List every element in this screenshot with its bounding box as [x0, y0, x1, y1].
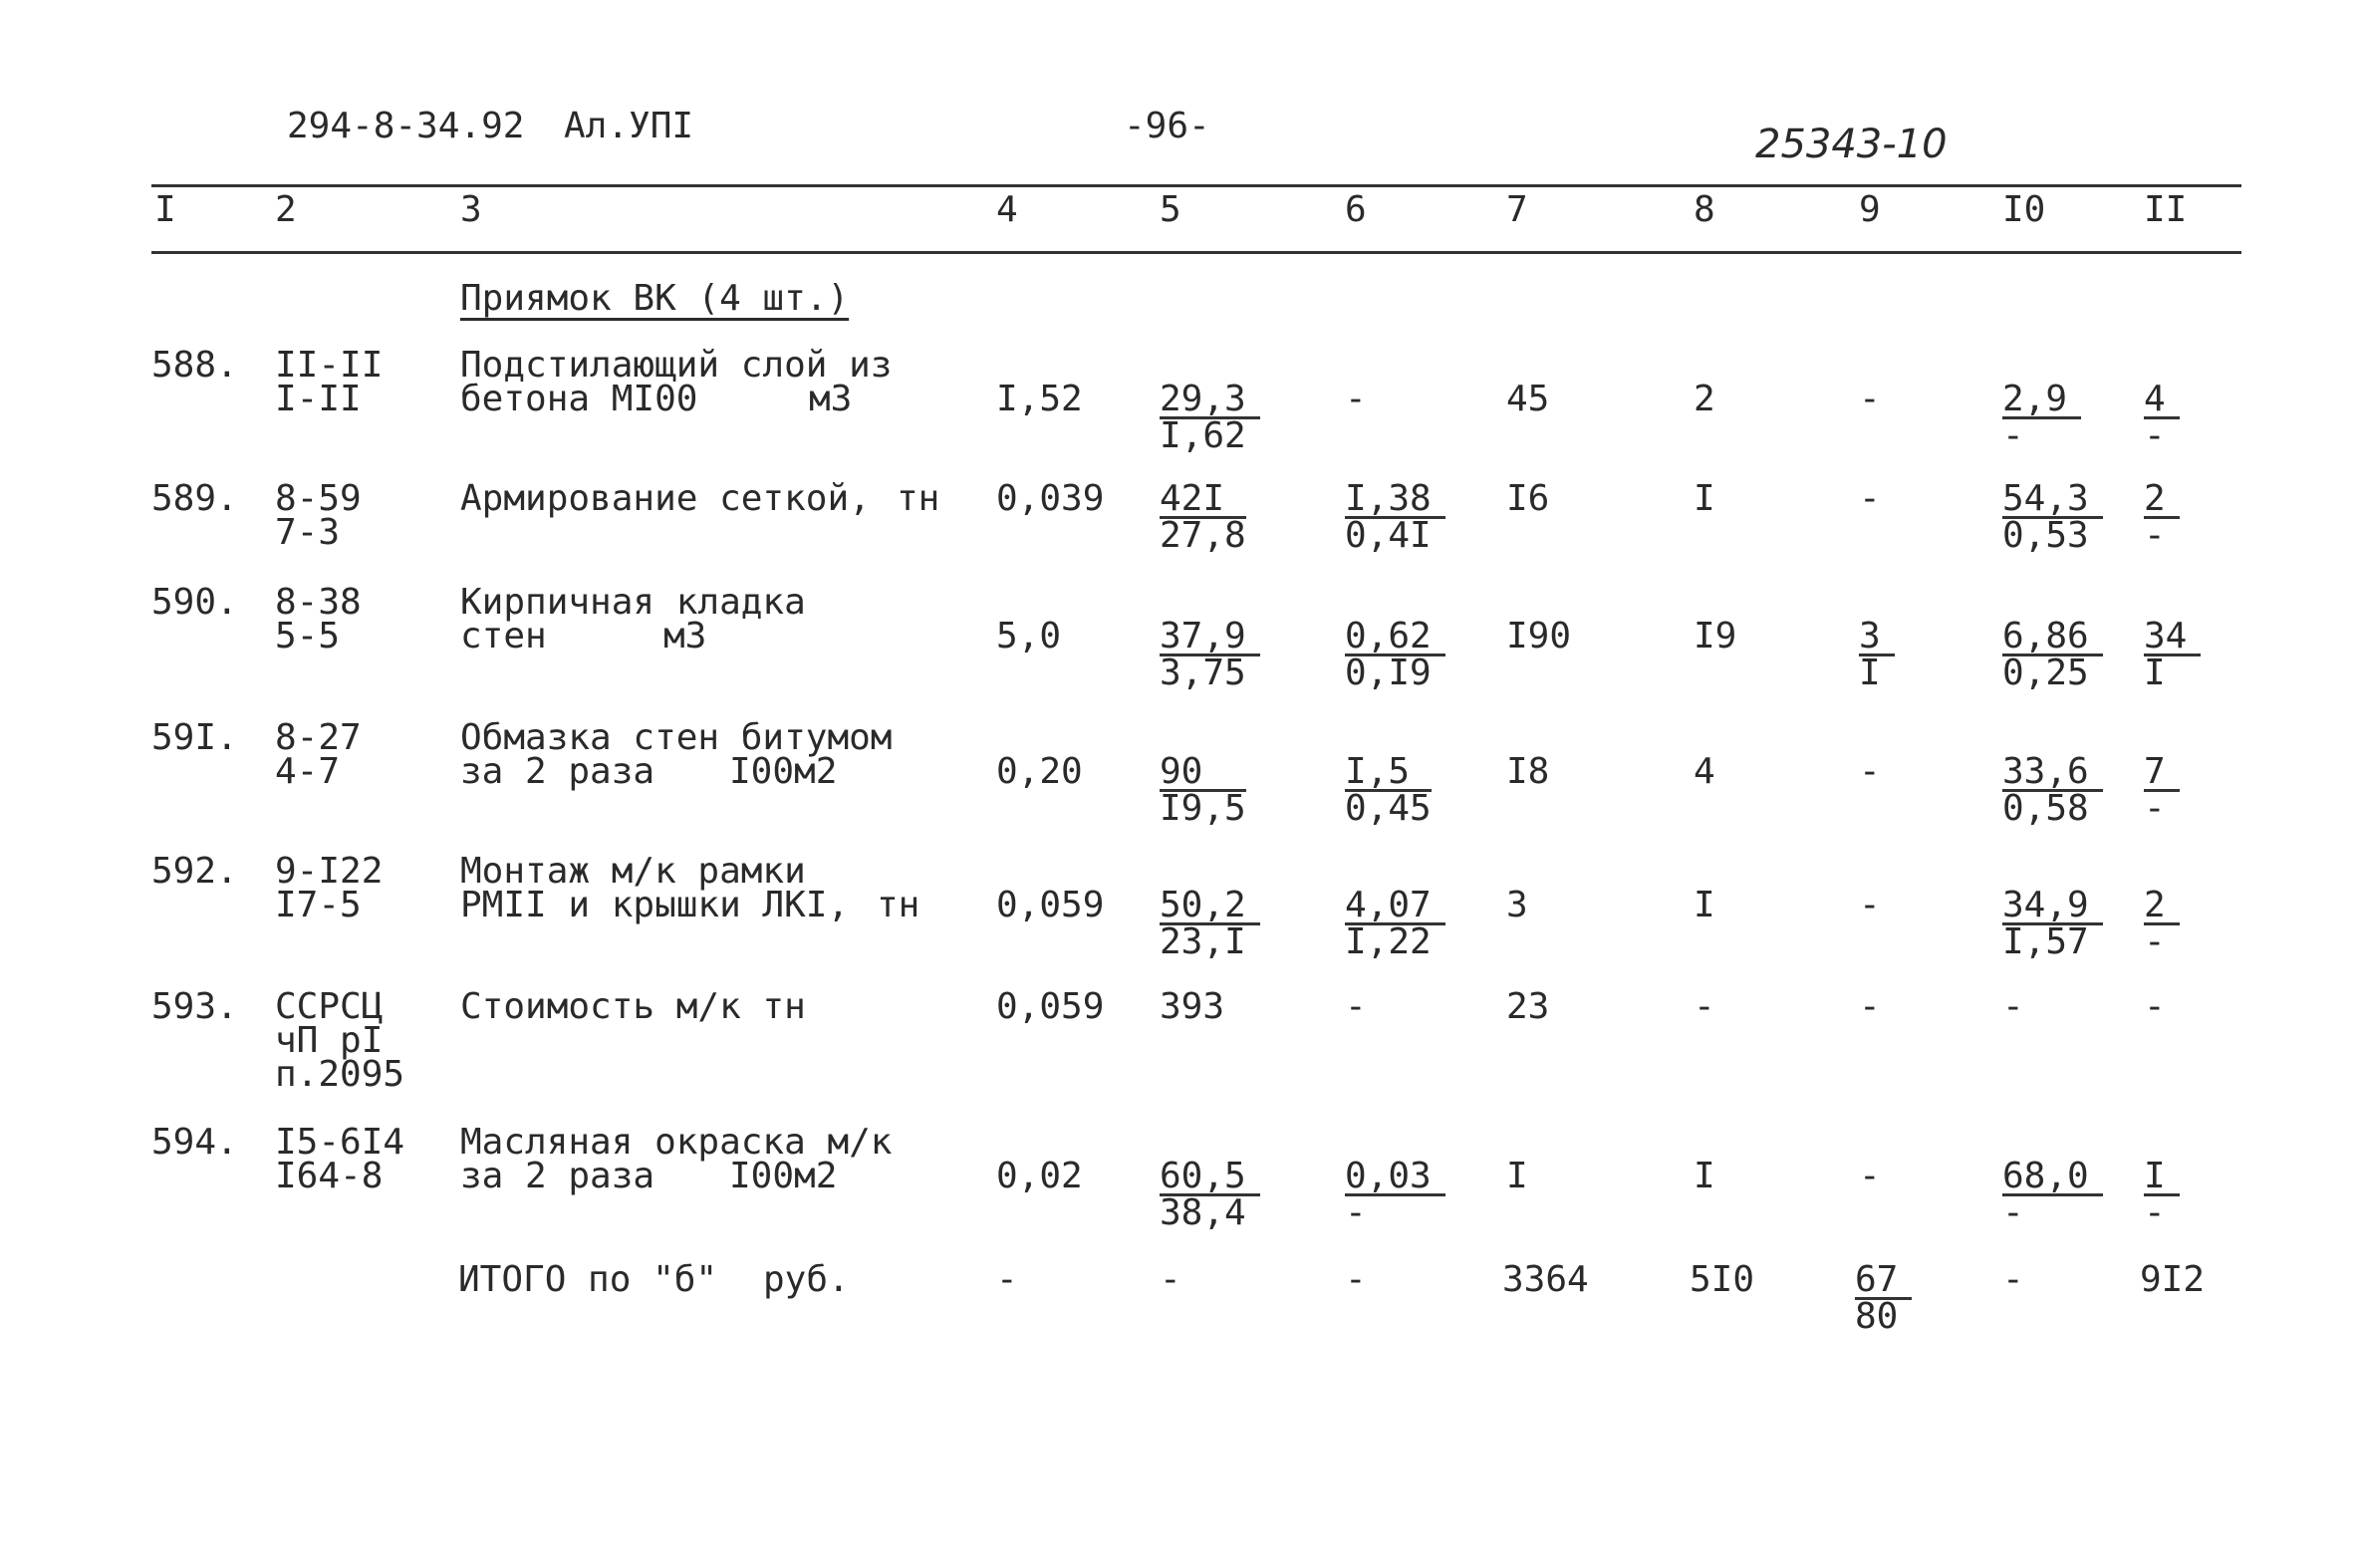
- row-unit: I00м2: [729, 751, 838, 792]
- fraction-denominator: -: [2144, 1192, 2166, 1233]
- fraction-denominator: -: [2144, 788, 2166, 829]
- row-col7: 45: [1506, 379, 1550, 419]
- row-description-line: за 2 раза: [460, 751, 655, 792]
- fraction-numerator: 4: [2144, 383, 2180, 419]
- fraction-numerator: 42I: [1160, 482, 1246, 519]
- table-top-rule: [151, 184, 2241, 187]
- row-col9: -: [1859, 478, 1881, 519]
- fraction-denominator: 0,53: [2002, 515, 2089, 556]
- page-number: -96-: [1124, 106, 1210, 146]
- row-description-line: Подстилающий слой из: [460, 345, 893, 386]
- fraction-numerator: 60,5: [1160, 1160, 1260, 1196]
- fraction-denominator: -: [2002, 1192, 2024, 1233]
- row-col5: 393: [1160, 986, 1225, 1027]
- row-col8: I9: [1694, 616, 1737, 656]
- row-unit: м3: [809, 379, 853, 419]
- document-number: 25343-10: [1755, 122, 1948, 167]
- row-col10-fraction: [2002, 616, 2103, 693]
- row-quantity: 0,02: [996, 1156, 1083, 1196]
- fraction-numerator: 54,3: [2002, 482, 2103, 519]
- column-header-8: 8: [1694, 189, 1715, 230]
- row-col8: I: [1694, 1156, 1715, 1196]
- column-header-4: 4: [996, 189, 1018, 230]
- row-quantity: 0,20: [996, 751, 1083, 792]
- column-header-10: I0: [2002, 189, 2046, 230]
- row-description-line: Кирпичная кладка: [460, 582, 806, 623]
- fraction-numerator: 0,03: [1345, 1160, 1445, 1196]
- row-number: 593.: [151, 986, 238, 1027]
- row-unit: тн: [897, 478, 940, 519]
- column-header-11: II: [2144, 189, 2188, 230]
- total-unit: руб.: [763, 1259, 850, 1300]
- row-col8: I: [1694, 885, 1715, 925]
- row-col11-fraction: [2144, 379, 2180, 456]
- row-code-line: I64-8: [275, 1156, 384, 1196]
- row-code-line: I5-6I4: [275, 1122, 405, 1163]
- row-unit: тн: [877, 885, 920, 925]
- total-col8: 5I0: [1690, 1259, 1755, 1300]
- row-col9: -: [1859, 885, 1881, 925]
- row-description-line: Обмазка стен битумом: [460, 717, 893, 758]
- fraction-denominator: 0,4I: [1345, 515, 1432, 556]
- column-header-7: 7: [1506, 189, 1528, 230]
- fraction-denominator: 27,8: [1160, 515, 1246, 556]
- row-col11-fraction: [2144, 751, 2180, 829]
- row-code-line: 9-I22: [275, 851, 384, 892]
- row-description-line: бетона МI00: [460, 379, 698, 419]
- fraction-denominator: 0,I9: [1345, 653, 1432, 693]
- row-col9: -: [1859, 986, 1881, 1027]
- row-col6-fraction: [1345, 478, 1445, 556]
- cost-fraction: [1160, 1156, 1260, 1233]
- row-unit: м3: [663, 616, 707, 656]
- row-col6-fraction: [1345, 751, 1432, 829]
- column-header-2: 2: [275, 189, 297, 230]
- row-code-line: чП рI: [275, 1020, 384, 1061]
- total-col4: -: [996, 1259, 1018, 1300]
- row-col10-fraction: [2002, 379, 2081, 456]
- fraction-numerator: 7: [2144, 755, 2180, 792]
- row-col10: -: [2002, 986, 2024, 1027]
- column-header-5: 5: [1160, 189, 1181, 230]
- column-header-1: I: [154, 189, 176, 230]
- row-number: 59I.: [151, 717, 238, 758]
- fraction-numerator: 34,9: [2002, 889, 2103, 925]
- row-col10-fraction: [2002, 1156, 2103, 1233]
- total-col9-fraction: [1855, 1259, 1912, 1337]
- total-col6: -: [1345, 1259, 1367, 1300]
- fraction-denominator: 23,I: [1160, 921, 1246, 962]
- fraction-numerator: 29,3: [1160, 383, 1260, 419]
- row-code-line: п.2095: [275, 1054, 405, 1095]
- section-title: Приямок ВК (4 шт.): [460, 278, 850, 319]
- fraction-denominator: I9,5: [1160, 788, 1246, 829]
- row-col10-fraction: [2002, 885, 2103, 962]
- row-col8: -: [1694, 986, 1715, 1027]
- total-col10: -: [2002, 1259, 2024, 1300]
- fraction-numerator: I,38: [1345, 482, 1445, 519]
- row-col11-fraction: [2144, 478, 2180, 556]
- row-quantity: 0,039: [996, 478, 1105, 519]
- fraction-numerator: 2,9: [2002, 383, 2081, 419]
- fraction-denominator: -: [1345, 1192, 1367, 1233]
- fraction-numerator: 50,2: [1160, 889, 1260, 925]
- fraction-numerator: 34: [2144, 620, 2201, 656]
- row-number: 592.: [151, 851, 238, 892]
- row-col7: I6: [1506, 478, 1550, 519]
- row-description-line: Монтаж м/к рамки: [460, 851, 806, 892]
- row-code-line: I7-5: [275, 885, 362, 925]
- row-col9: -: [1859, 379, 1881, 419]
- row-number: 588.: [151, 345, 238, 386]
- cost-fraction: [1160, 751, 1246, 829]
- fraction-numerator: 6,86: [2002, 620, 2103, 656]
- fraction-denominator: -: [2144, 921, 2166, 962]
- fraction-denominator: -: [2002, 415, 2024, 456]
- cost-fraction: [1160, 478, 1246, 556]
- row-col6-fraction: [1345, 616, 1445, 693]
- cost-fraction: [1160, 379, 1260, 456]
- row-col6-fraction: [1345, 1156, 1445, 1233]
- row-col11-fraction: [2144, 885, 2180, 962]
- row-description-line: Армирование сеткой,: [460, 478, 871, 519]
- column-header-9: 9: [1859, 189, 1881, 230]
- row-code-line: 8-38: [275, 582, 362, 623]
- fraction-numerator: 0,62: [1345, 620, 1445, 656]
- fraction-denominator: 38,4: [1160, 1192, 1246, 1233]
- row-col9-fraction: [1859, 616, 1895, 693]
- row-code-line: II-II: [275, 345, 384, 386]
- total-col11: 9I2: [2140, 1259, 2206, 1300]
- fraction-denominator: 0,25: [2002, 653, 2089, 693]
- fraction-denominator: 80: [1855, 1296, 1899, 1337]
- total-col7: 3364: [1502, 1259, 1589, 1300]
- fraction-numerator: 67: [1855, 1263, 1912, 1300]
- row-number: 590.: [151, 582, 238, 623]
- fraction-denominator: I,62: [1160, 415, 1246, 456]
- fraction-numerator: 2: [2144, 889, 2180, 925]
- row-quantity: 5,0: [996, 616, 1062, 656]
- row-col7: I: [1506, 1156, 1528, 1196]
- fraction-numerator: 33,6: [2002, 755, 2103, 792]
- row-col9: -: [1859, 1156, 1881, 1196]
- fraction-denominator: I: [1859, 653, 1881, 693]
- row-description-line: Стоимость м/к тн: [460, 986, 806, 1027]
- row-col10-fraction: [2002, 751, 2103, 829]
- row-col8: I: [1694, 478, 1715, 519]
- row-number: 589.: [151, 478, 238, 519]
- cost-fraction: [1160, 885, 1260, 962]
- row-code-line: 8-59: [275, 478, 362, 519]
- row-col8: 2: [1694, 379, 1715, 419]
- row-col11: -: [2144, 986, 2166, 1027]
- album-number: Ал.УПI: [564, 106, 694, 146]
- row-quantity: I,52: [996, 379, 1083, 419]
- row-col7: 3: [1506, 885, 1528, 925]
- column-header-3: 3: [460, 189, 482, 230]
- fraction-denominator: I,57: [2002, 921, 2089, 962]
- row-description-line: РМII и крышки ЛКI,: [460, 885, 850, 925]
- row-unit: I00м2: [729, 1156, 838, 1196]
- row-col10-fraction: [2002, 478, 2103, 556]
- fraction-numerator: 37,9: [1160, 620, 1260, 656]
- row-code-line: 5-5: [275, 616, 341, 656]
- fraction-denominator: I,22: [1345, 921, 1432, 962]
- row-quantity: 0,059: [996, 885, 1105, 925]
- row-code-line: I-II: [275, 379, 362, 419]
- row-col11-fraction: [2144, 616, 2201, 693]
- row-col9: -: [1859, 751, 1881, 792]
- total-label: ИТОГО по "б": [458, 1259, 718, 1300]
- cost-fraction: [1160, 616, 1260, 693]
- row-description-line: стен: [460, 616, 547, 656]
- row-code-line: ССРСЦ: [275, 986, 384, 1027]
- row-col11-fraction: [2144, 1156, 2180, 1233]
- fraction-numerator: 3: [1859, 620, 1895, 656]
- column-header-6: 6: [1345, 189, 1367, 230]
- fraction-numerator: I: [2144, 1160, 2180, 1196]
- fraction-numerator: 68,0: [2002, 1160, 2103, 1196]
- row-col8: 4: [1694, 751, 1715, 792]
- fraction-numerator: 4,07: [1345, 889, 1445, 925]
- row-col6: -: [1345, 986, 1367, 1027]
- row-description-line: за 2 раза: [460, 1156, 655, 1196]
- fraction-denominator: 0,58: [2002, 788, 2089, 829]
- table-header-rule: [151, 251, 2241, 254]
- fraction-numerator: 2: [2144, 482, 2180, 519]
- total-col5: -: [1160, 1259, 1181, 1300]
- row-description-line: Масляная окраска м/к: [460, 1122, 893, 1163]
- fraction-denominator: 3,75: [1160, 653, 1246, 693]
- row-col6-fraction: [1345, 885, 1445, 962]
- fraction-numerator: I,5: [1345, 755, 1432, 792]
- row-col6: -: [1345, 379, 1367, 419]
- fraction-denominator: I: [2144, 653, 2166, 693]
- fraction-numerator: 90: [1160, 755, 1246, 792]
- row-code-line: 7-3: [275, 512, 341, 553]
- row-col7: I8: [1506, 751, 1550, 792]
- fraction-denominator: -: [2144, 515, 2166, 556]
- row-code-line: 8-27: [275, 717, 362, 758]
- row-code-line: 4-7: [275, 751, 341, 792]
- row-number: 594.: [151, 1122, 238, 1163]
- row-col7: 23: [1506, 986, 1550, 1027]
- fraction-denominator: -: [2144, 415, 2166, 456]
- row-col7: I90: [1506, 616, 1572, 656]
- row-quantity: 0,059: [996, 986, 1105, 1027]
- document-code: 294-8-34.92: [287, 106, 525, 146]
- fraction-denominator: 0,45: [1345, 788, 1432, 829]
